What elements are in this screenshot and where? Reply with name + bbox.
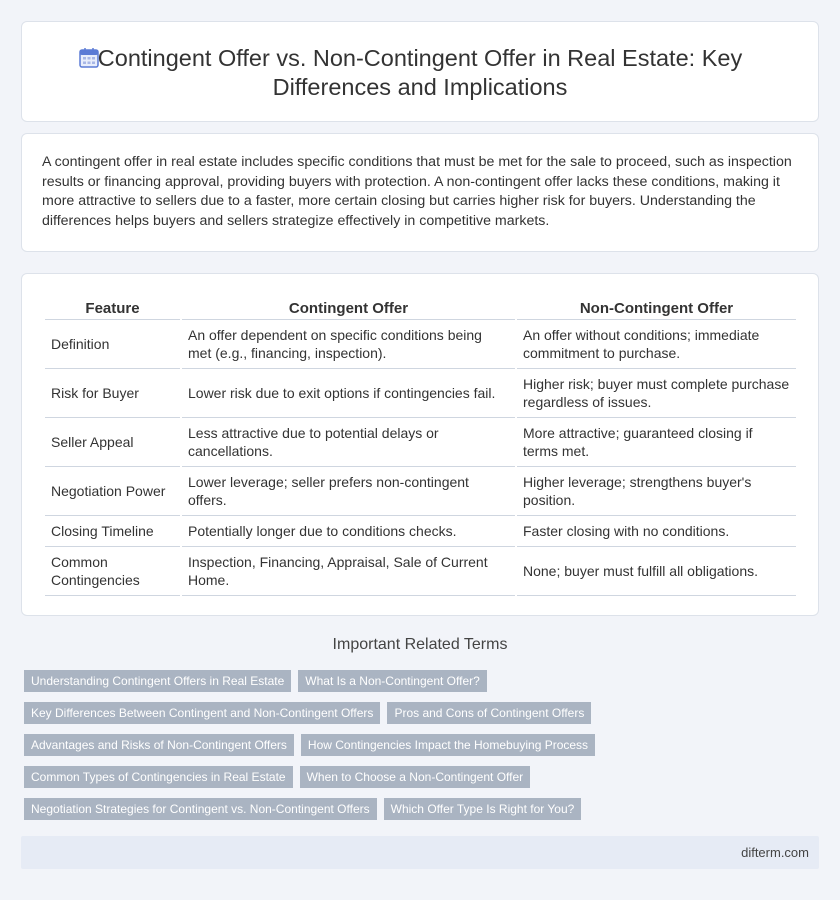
related-term-tag[interactable]: Negotiation Strategies for Contingent vs. Non-Contingent Offers [24,798,377,820]
related-term-tag[interactable]: Pros and Cons of Contingent Offers [387,702,591,724]
related-term-tag[interactable]: Advantages and Risks of Non-Contingent Offers [24,734,294,756]
related-term-tag[interactable]: When to Choose a Non-Contingent Offer [300,766,531,788]
contingent-cell: Lower risk due to exit options if contingencies fail. [182,369,515,418]
feature-cell: Definition [45,320,180,369]
related-terms-heading: Important Related Terms [332,636,508,653]
table-row [45,467,796,516]
non-contingent-cell: More attractive; guaranteed closing if terms met. [517,418,796,467]
feature-cell: Closing Timeline [45,516,180,547]
related-term-tag[interactable]: Common Types of Contingencies in Real Estate [24,766,293,788]
column-header: Non-Contingent Offer [517,296,796,320]
related-terms-list [24,670,624,830]
feature-cell: Common Contingencies [45,547,180,596]
non-contingent-cell: Higher leverage; strengthens buyer's position. [517,467,796,516]
contingent-cell: Potentially longer due to conditions checks. [182,516,515,547]
contingent-cell: Lower leverage; seller prefers non-contingent offers. [182,467,515,516]
table-row [45,369,796,418]
feature-cell: Negotiation Power [45,467,180,516]
non-contingent-cell: None; buyer must fulfill all obligations. [517,547,796,596]
related-term-tag[interactable]: Key Differences Between Contingent and Non-Contingent Offers [24,702,380,724]
comparison-card [21,273,819,616]
contingent-cell: Inspection, Financing, Appraisal, Sale of Current Home. [182,547,515,596]
non-contingent-cell: Faster closing with no conditions. [517,516,796,547]
non-contingent-cell: An offer without conditions; immediate commitment to purchase. [517,320,796,369]
site-link[interactable]: difterm.com [741,845,809,860]
title-card [21,21,819,122]
comparison-table [43,296,798,596]
footer-bar [21,836,819,869]
feature-cell: Seller Appeal [45,418,180,467]
feature-cell: Risk for Buyer [45,369,180,418]
intro-card [21,133,819,252]
related-term-tag[interactable]: Understanding Contingent Offers in Real Estate [24,670,291,692]
table-row [45,516,796,547]
intro-paragraph: A contingent offer in real estate includes specific conditions that must be met for the sale to proceed, such as inspection results or financing approval, providing buyers with protection. A non-contingent offer lacks these conditions, making it more attractive to sellers due to a faster, more certain closing but carries higher risk for buyers. Understanding the differences helps buyers and sellers strategize effectively in competitive markets. [42,154,792,229]
column-header: Feature [45,296,180,320]
contingent-cell: An offer dependent on specific conditions being met (e.g., financing, inspection). [182,320,515,369]
table-header-row [45,296,796,320]
table-row [45,320,796,369]
table-row [45,418,796,467]
related-term-tag[interactable]: What Is a Non-Contingent Offer? [298,670,487,692]
column-header: Contingent Offer [182,296,515,320]
page-title: Contingent Offer vs. Non-Contingent Offer in Real Estate: Key Differences and Implications [97,45,743,100]
related-term-tag[interactable]: How Contingencies Impact the Homebuying Process [301,734,595,756]
related-term-tag[interactable]: Which Offer Type Is Right for You? [384,798,582,820]
contingent-cell: Less attractive due to potential delays or cancellations. [182,418,515,467]
non-contingent-cell: Higher risk; buyer must complete purchase regardless of issues. [517,369,796,418]
table-row [45,547,796,596]
